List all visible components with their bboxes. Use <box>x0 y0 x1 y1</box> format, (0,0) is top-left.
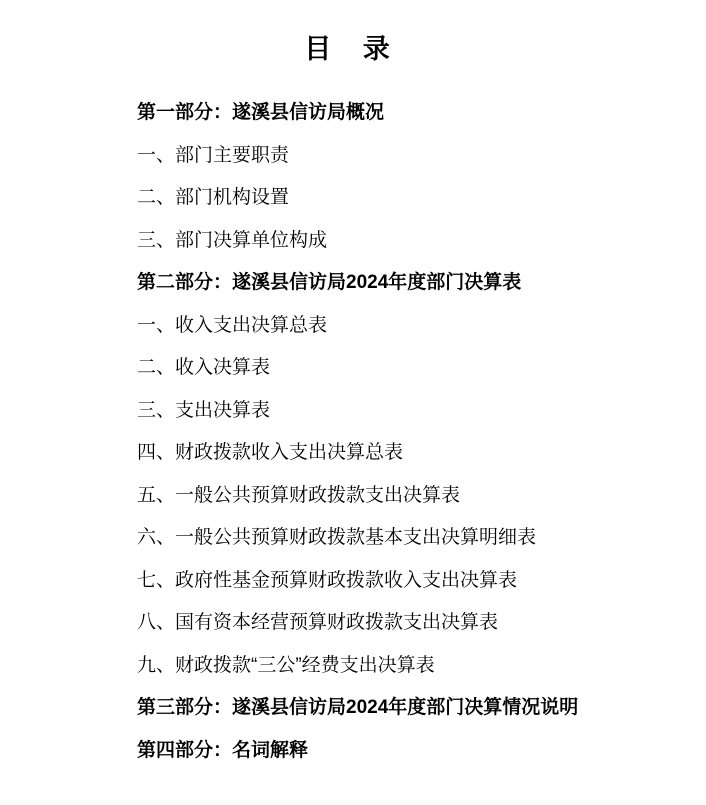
toc-entry-part1: 第一部分：遂溪县信访局概况 <box>137 102 385 123</box>
toc-entry: 三、支出决算表 <box>137 399 271 421</box>
toc-entry: 五、一般公共预算财政拨款支出决算表 <box>137 484 461 506</box>
toc-entry: 二、收入决算表 <box>137 357 271 378</box>
toc-entry: 一、收入支出决算总表 <box>137 314 328 336</box>
toc-entry: 九、财政拨款“三公”经费支出决算表 <box>137 654 435 676</box>
toc-entry: 八、国有资本经营预算财政拨款支出决算表 <box>137 612 499 633</box>
toc-entry: 四、财政拨款收入支出决算总表 <box>137 442 404 463</box>
page-title: 目 录 <box>304 34 402 64</box>
toc-entry-part3: 第三部分：遂溪县信访局2024年度部门决算情况说明 <box>137 697 579 718</box>
toc-entry: 一、部门主要职责 <box>137 144 290 166</box>
toc-entry: 三、部门决算单位构成 <box>137 229 328 251</box>
toc-entry: 二、部门机构设置 <box>137 187 290 208</box>
toc-entry: 六、一般公共预算财政拨款基本支出决算明细表 <box>137 527 537 548</box>
toc-entry-part4: 第四部分：名词解释 <box>137 739 309 761</box>
toc-entry: 七、政府性基金预算财政拨款收入支出决算表 <box>137 569 518 591</box>
table-of-contents <box>0 92 706 772</box>
toc-entry-part2: 第二部分：遂溪县信访局2024年度部门决算表 <box>137 272 522 293</box>
